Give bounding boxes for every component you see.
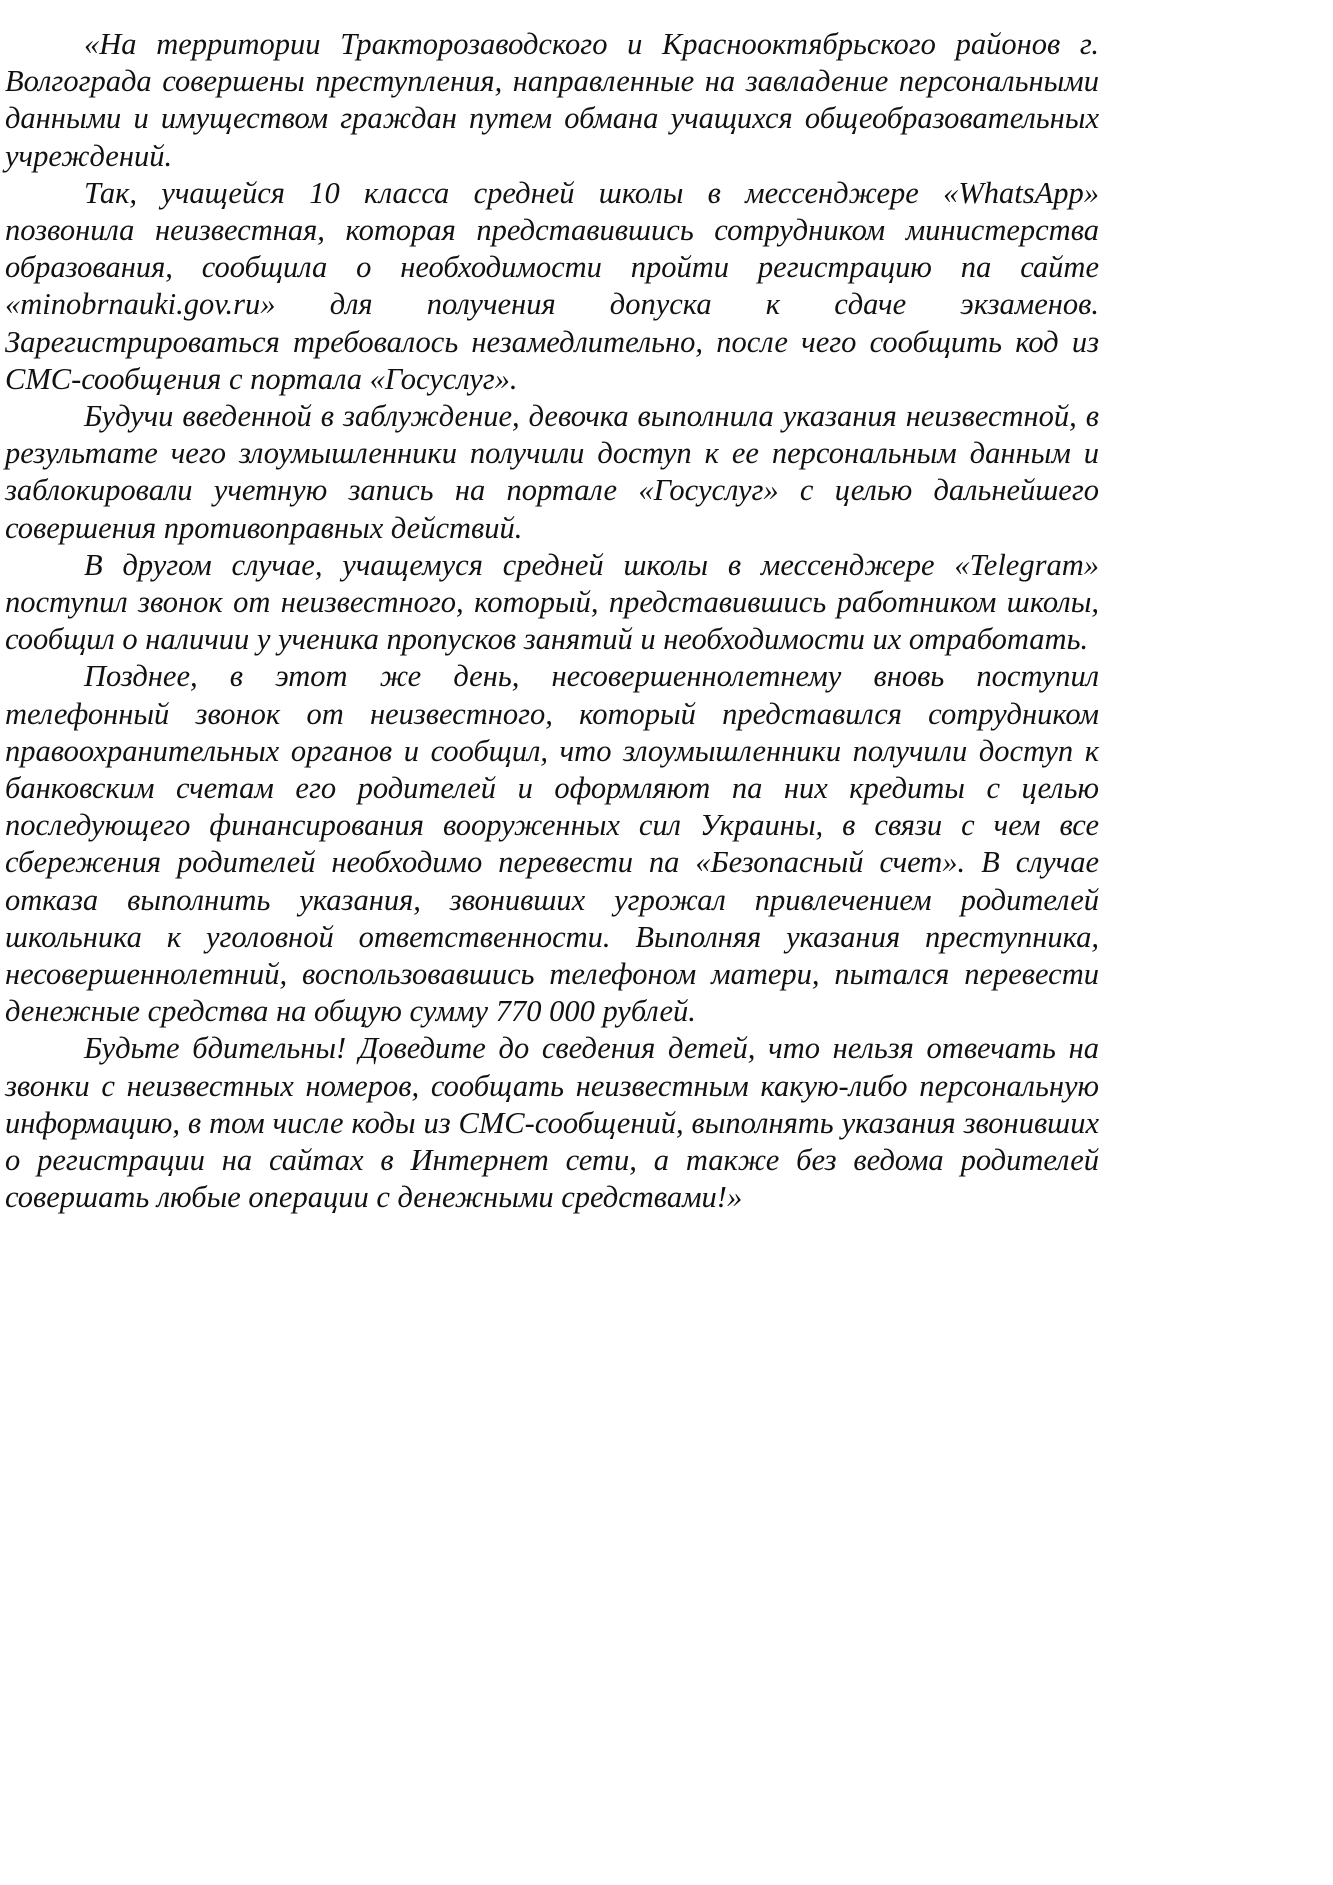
paragraph-gosuslugi-consequence: Будучи введенной в заблуждение, девочка выполнила указания неизвестной, в результате чего злоумышленники получили доступ к ее персональным данным и заблокировали учетную запись на портале «Госуслуг» с целью дальнейшего совершения противоправных действий. xyxy=(5,399,1099,545)
paragraph-safe-account-case: Позднее, в этот же день, несовершеннолетнему вновь поступил телефонный звонок от неизвестного, который представился сотрудником правоохранительных органов и сообщил, что злоумышленники получили доступ к банковским счетам его родителей и оформляют па них кредиты с целью последующего финансирования вооруженных сил Украины, в связи с чем все сбережения родителей необходимо перевести па «Безопасный счет». В случае отказа выполнить указания, звонивших угрожал привлечением родителей школьника к уголовной ответственности. Выполняя указания преступника, несовершеннолетний, воспользовавшись телефоном матери, пытался перевести денежные средства на общую сумму 770 000 рублей. xyxy=(5,659,1099,1029)
paragraph-warning: Будьте бдительны! Доведите до сведения детей, что нельзя отвечать на звонки с неизвестных номеров, сообщать неизвестным какую-либо персональную информацию, в том числе коды из СМС-сообщений, выполнять указания звонивших о регистрации на сайтах в Интернет сети, а также без ведома родителей совершать любые операции с денежными средствами!» xyxy=(5,1031,1099,1215)
document-body xyxy=(5,26,1099,1217)
paragraph-intro: «На территории Тракторозаводского и Краснооктябрьского районов г. Волгограда совершены преступления, направленные на завладение персональными данными и имуществом граждан путем обмана учащихся общеобразовательных учреждений. xyxy=(5,27,1099,173)
paragraph-whatsapp-case: Так, учащейся 10 класса средней школы в мессенджере «WhatsApp» позвонила неизвестная, которая представившись сотрудником министерства образования, сообщила о необходимости пройти регистрацию па сайте «minobrnauki.gov.ru» для получения допуска к сдаче экзаменов. Зарегистрироваться требовалось незамедлительно, после чего сообщить код из СМС-сообщения с портала «Госуслуг». xyxy=(5,175,1099,396)
paragraph-telegram-case: В другом случае, учащемуся средней школы в мессенджере «Telegram» поступил звонок от неизвестного, который, представившись работником школы, сообщил о наличии у ученика пропусков занятий и необходимости их отработать. xyxy=(5,547,1099,657)
